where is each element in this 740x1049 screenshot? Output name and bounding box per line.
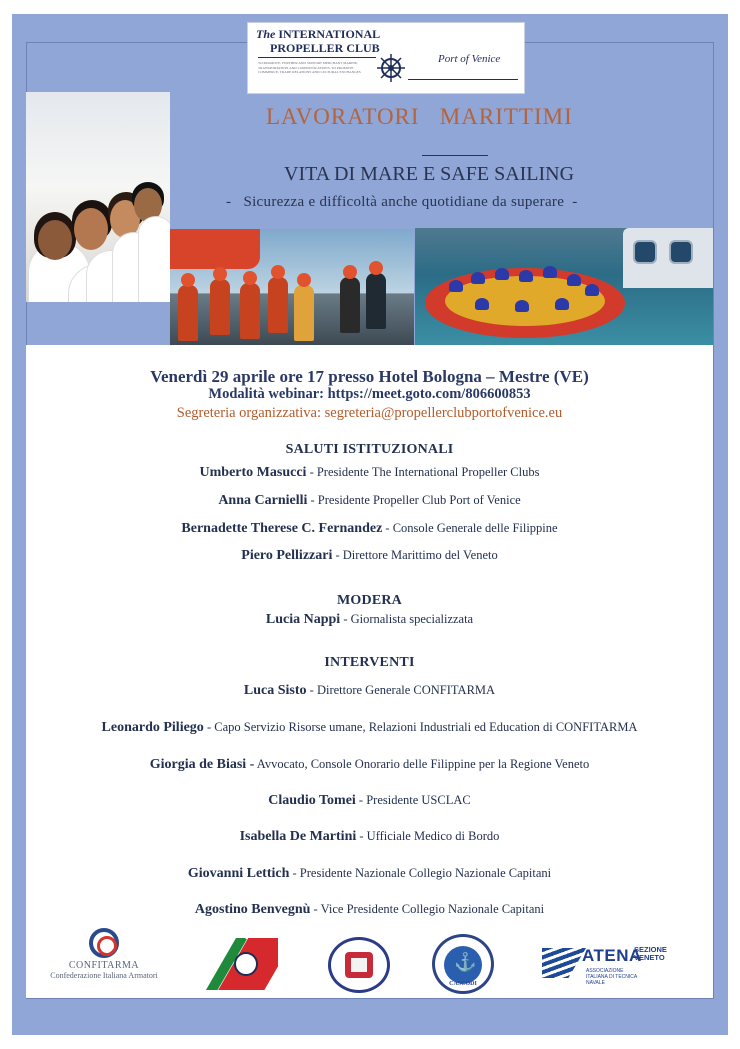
logo-line-1: The INTERNATIONAL bbox=[256, 27, 381, 41]
speaker-row: Claudio Tomei - Presidente USCLAC bbox=[268, 793, 471, 808]
anchor-icon: ⚓ bbox=[454, 952, 477, 972]
program-panel bbox=[26, 345, 713, 998]
moderator-row: Lucia Nappi - Giornalista specializzata bbox=[265, 612, 474, 627]
interventi-heading: INTERVENTI bbox=[324, 655, 415, 670]
usclac-seal: ⚓ CASCODI bbox=[432, 934, 494, 994]
propeller-club-logo bbox=[247, 22, 525, 94]
webinar-link[interactable]: Modalità webinar: https://meet.goto.com/806600853 bbox=[208, 386, 531, 402]
logo-rule-2 bbox=[408, 79, 518, 80]
confitarma-emblem-icon bbox=[89, 928, 119, 958]
logo-line-2: PROPELLER CLUB bbox=[270, 41, 380, 55]
speaker-row: Isabella De Martini - Ufficiale Medico di Bordo bbox=[239, 829, 500, 844]
logo-rule bbox=[258, 57, 376, 58]
speaker-row: Luca Sisto - Direttore Generale CONFITARMA bbox=[243, 683, 496, 698]
speaker-row: Giovanni Lettich - Presidente Nazionale Collegio Nazionale Capitani bbox=[187, 866, 552, 881]
coast-guard-logo bbox=[204, 938, 278, 990]
rescue-team-photo bbox=[170, 229, 414, 345]
secretariat-email[interactable]: Segreteria organizzativa: segreteria@propellerclubportofvenice.eu bbox=[176, 405, 563, 421]
speaker-row: Bernadette Therese C. Fernandez - Console Generale delle Filippine bbox=[181, 521, 558, 536]
logo-tagline: TO PROMOTE, FURTHER AND SUPPORT MERCHANT MARINE, TRANSPORTATION AND COMMUNICATIONS, TO PROMOTE COMMERCE, TRADE RELATIONS AND CULTURAL EXCHANGES bbox=[258, 61, 361, 74]
atena-logo: ATENA SEZIONE VENETO ASSOCIAZIONE ITALIANA DI TECNICA NAVALE bbox=[542, 944, 666, 984]
speaker-row: Giorgia de Biasi - Avvocato, Console Onorario delle Filippine per la Regione Veneto bbox=[149, 757, 590, 772]
life-raft-training-photo bbox=[415, 228, 713, 345]
speaker-row: Anna Carnielli - Presidente Propeller Club Port of Venice bbox=[218, 493, 521, 508]
captains-college-seal bbox=[328, 937, 390, 993]
speaker-row: Leonardo Piliego - Capo Servizio Risorse umane, Relazioni Industriali ed Education di CONFITARMA bbox=[101, 720, 638, 735]
atena-wave-icon bbox=[542, 948, 586, 978]
logo-port: Port of Venice bbox=[438, 53, 501, 65]
ship-wheel-icon bbox=[376, 53, 406, 83]
saluti-heading: SALUTI ISTITUZIONALI bbox=[285, 442, 454, 457]
confitarma-logo: CONFITARMA Confederazione Italiana Armatori bbox=[38, 926, 170, 986]
event-subtitle: VITA DI MARE E SAFE SAILING bbox=[284, 163, 575, 185]
modera-heading: MODERA bbox=[337, 593, 402, 608]
speaker-row: Agostino Benvegnù - Vice Presidente Collegio Nazionale Capitani bbox=[194, 902, 545, 917]
anchor-icon bbox=[234, 952, 258, 976]
event-tagline: - Sicurezza e difficoltà anche quotidiane da superare - bbox=[226, 194, 578, 210]
event-date-venue: Venerdì 29 aprile ore 17 presso Hotel Bologna – Mestre (VE) bbox=[150, 367, 589, 386]
crew-photo bbox=[26, 92, 170, 302]
title-divider bbox=[422, 155, 488, 156]
speaker-row: Piero Pellizzari - Direttore Marittimo del Veneto bbox=[241, 548, 498, 563]
event-title: LAVORATORI MARITTIMI bbox=[266, 104, 573, 129]
speaker-row: Umberto Masucci - Presidente The International Propeller Clubs bbox=[199, 465, 540, 480]
